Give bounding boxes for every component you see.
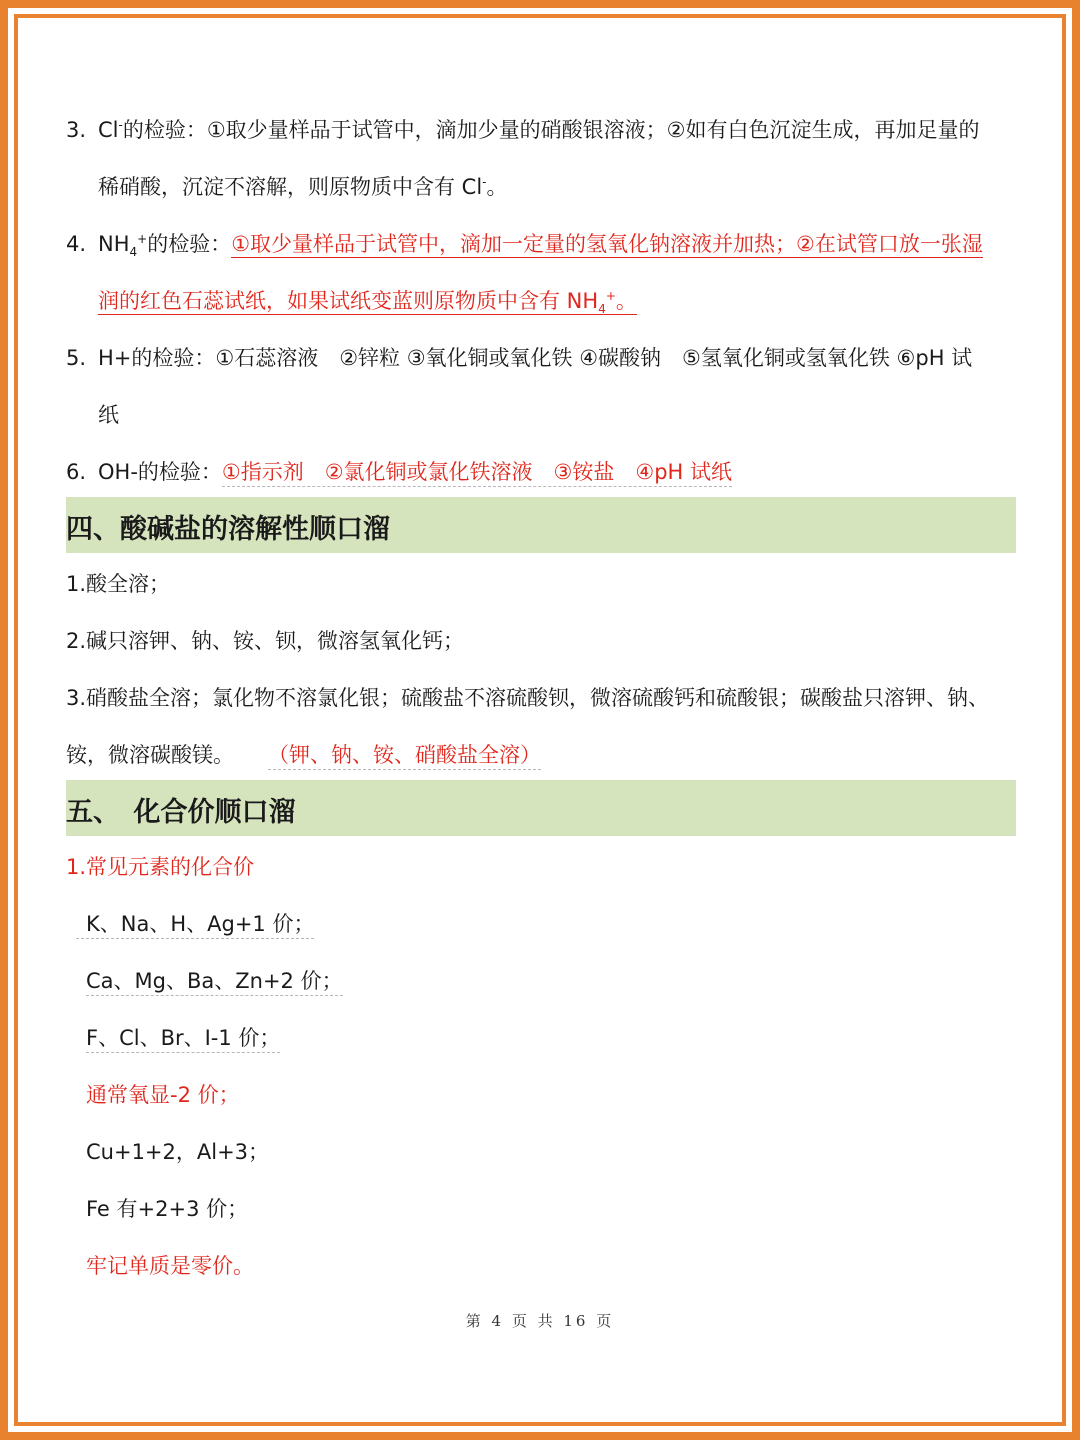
item4-text-line2-wrap [98,289,637,315]
valence-3: F、Cl、Br、I-1 价； [86,1026,280,1053]
item4-text-line1: ①取少量样品于试管中，滴加一定量的氢氧化钠溶液并加热；②在试管口放一张湿 [231,232,983,256]
item6-text: ①指示剂 ②氯化铜或氯化铁溶液 ③铵盐 ④pH 试纸 [222,460,732,487]
section5-heading-band [66,780,1016,836]
item6-label: OH-的检验： [98,460,222,484]
section4-heading-band [66,497,1016,553]
valence-row-2 [86,965,343,995]
item4-text-line2-sub: 4 [598,302,606,317]
valence-row-3 [86,1022,280,1052]
item4-label-suffix: 的检验： [147,232,232,256]
item3-text-line1: ①取少量样品于试管中，滴加少量的硝酸银溶液；②如有白色沉淀生成，再加足量的 [206,118,980,142]
item4-label-sub: 4 [129,245,138,260]
section4-heading: 四、酸碱盐的溶解性顺口溜 [66,514,390,545]
valence-6: Fe 有+2+3 价； [86,1197,249,1221]
item3-text-line2: 稀硝酸，沉淀不溶解，则原物质中含有 Cl [98,175,483,199]
item5-line2 [98,399,119,429]
valence-4: 通常氧显-2 价； [86,1083,240,1107]
valence-7: 牢记单质是零价。 [86,1254,254,1278]
item4-label-prefix: NH [98,232,130,256]
item3-line2 [98,171,508,201]
section4-line4-note: （钾、钠、铵、硝酸盐全溶） [268,743,541,770]
section4-line-1: 1.酸全溶； [66,572,171,596]
section5-subheading: 1.常见元素的化合价 [66,855,255,879]
item3-line1 [66,114,980,144]
item4-label [98,232,232,260]
section5-heading: 五、 化合价顺口溜 [66,797,296,828]
item6-line1 [66,456,732,486]
item6-number: 6. [66,460,87,484]
valence-2: Ca、Mg、Ba、Zn+2 价； [86,969,343,996]
item3-number: 3. [66,118,87,142]
item5-text-line1: ①石蕊溶液 ②锌粒 ③氧化铜或氧化铁 ④碳酸钠 ⑤氢氧化铜或氢氧化铁 ⑥pH 试 [215,346,973,370]
item4-text-line2-end: 。 [615,289,637,313]
item3-text-line2-end: 。 [486,175,508,199]
page-number-footer: 第 4 页 共 16 页 [465,1312,615,1330]
item3-label [98,118,207,142]
item5-label: H+的检验： [98,346,216,370]
item5-number: 5. [66,346,87,370]
item5-line1 [66,342,972,372]
section4-line-2: 2.碱只溶钾、钠、铵、钡，微溶氢氧化钙； [66,629,465,653]
item3-label-sup: - [118,118,123,132]
item4-number: 4. [66,232,87,256]
valence-row-1 [76,908,314,938]
item3-label-suffix: 的检验： [122,118,207,142]
section4-line4-text: 铵，微溶碳酸镁。 [66,743,234,767]
item4-text-line2-sup: + [605,289,616,303]
item3-text-line2-sup: - [482,175,487,189]
item5-text-line2: 纸 [98,403,119,427]
valence-1: K、Na、H、Ag+1 价； [76,912,314,939]
item4-text-line2: 润的红色石蕊试纸，如果试纸变蓝则原物质中含有 NH [98,289,599,313]
section4-line-3: 3.硝酸盐全溶；氯化物不溶氯化银；硫酸盐不溶硫酸钡，微溶硫酸钙和硫酸银；碳酸盐只溶钾、钠、 [66,686,990,710]
item4-line1 [66,228,983,259]
item3-label-prefix: Cl [98,118,119,142]
section4-line-4 [66,739,541,769]
item4-label-sup: + [137,232,148,246]
valence-5: Cu+1+2，Al+3； [86,1140,270,1164]
item4-line2 [98,285,637,316]
